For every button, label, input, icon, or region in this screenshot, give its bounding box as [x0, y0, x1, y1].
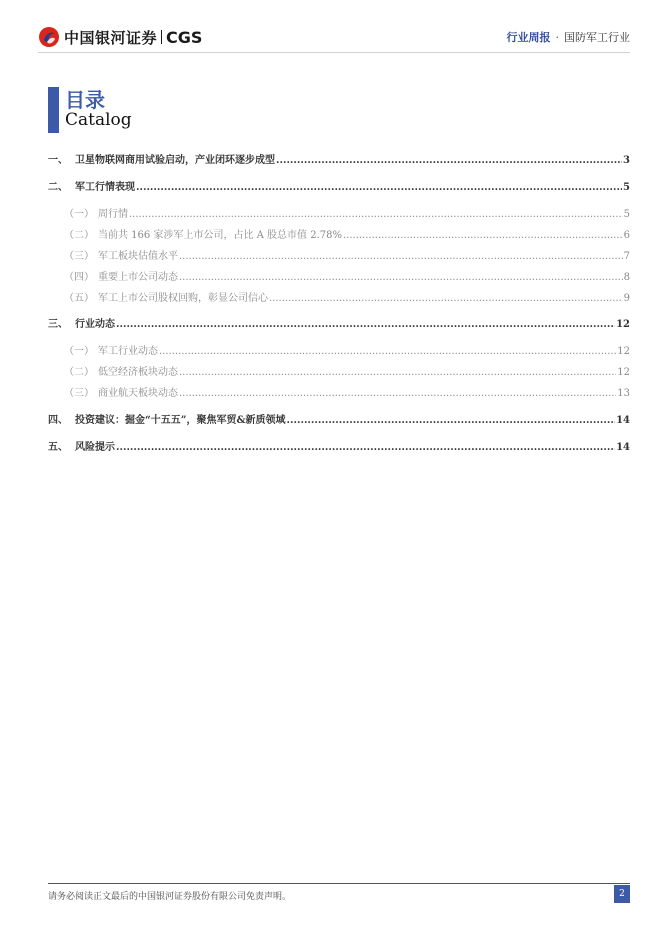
toc-subentry[interactable] — [48, 342, 630, 357]
toc-entry-number: （二） — [64, 367, 94, 378]
toc-subentry[interactable] — [48, 268, 630, 283]
logo-text: 中国银河证券 — [64, 28, 158, 47]
toc-entry-title: 当前共 166 家涉军上市公司，占比 A 股总市值 2.78% — [98, 230, 342, 241]
toc-entry-page: 12 — [617, 346, 630, 357]
toc-subentry[interactable] — [48, 226, 630, 241]
toc-leader-dots — [136, 182, 622, 193]
toc-subentry[interactable] — [48, 363, 630, 378]
toc-entry-page: 14 — [616, 442, 630, 453]
catalog-title-cn: 目录 — [65, 88, 105, 112]
toc-entry-number: （三） — [64, 388, 94, 399]
toc-entry-title: 重要上市公司动态 — [98, 272, 178, 283]
page-number: 2 — [614, 885, 630, 903]
page-header — [0, 0, 662, 60]
toc-entry-page: 7 — [623, 251, 630, 262]
toc-entry-page: 3 — [623, 155, 630, 166]
toc-entry-page: 12 — [617, 367, 630, 378]
toc-entry-title: 商业航天板块动态 — [98, 388, 178, 399]
toc-entry[interactable] — [48, 151, 630, 166]
toc-leader-dots — [343, 230, 623, 241]
toc-entry[interactable] — [48, 411, 630, 426]
toc-entry[interactable] — [48, 178, 630, 193]
toc-entry-title: 风险提示 — [75, 442, 115, 453]
toc-entry-number: 五、 — [48, 442, 68, 453]
toc-leader-dots — [179, 272, 623, 283]
toc-entry-title: 军工上市公司股权回购，彰显公司信心 — [98, 293, 268, 304]
toc-entry-page: 9 — [623, 293, 630, 304]
toc-entry-page: 14 — [616, 415, 630, 426]
toc-subentry[interactable] — [48, 289, 630, 304]
toc-leader-dots — [129, 209, 623, 220]
header-divider — [38, 52, 630, 53]
toc-entry[interactable] — [48, 438, 630, 453]
toc-leader-dots — [116, 442, 615, 453]
toc-entry-page: 6 — [623, 230, 630, 241]
catalog-title-en: Catalog — [65, 110, 132, 130]
toc-entry-title: 周行情 — [98, 209, 128, 220]
toc-entry-number: 三、 — [48, 319, 68, 330]
industry-name: 国防军工行业 — [564, 31, 630, 44]
toc-entry-page: 8 — [623, 272, 630, 283]
toc-leader-dots — [179, 367, 616, 378]
toc-entry[interactable] — [48, 315, 630, 330]
title-accent-bar — [48, 87, 59, 133]
toc-entry-page: 5 — [623, 182, 630, 193]
toc-subentry[interactable] — [48, 205, 630, 220]
cgs-logo-icon — [38, 26, 60, 48]
company-logo — [38, 26, 202, 48]
toc-entry-page: 12 — [616, 319, 630, 330]
toc-subentry[interactable] — [48, 247, 630, 262]
logo-brand: CGS — [166, 27, 203, 47]
toc-leader-dots — [269, 293, 623, 304]
toc-entry-number: （五） — [64, 293, 94, 304]
toc-leader-dots — [179, 251, 623, 262]
toc-entry-title: 军工行业动态 — [98, 346, 158, 357]
toc-leader-dots — [159, 346, 616, 357]
footer-divider — [48, 883, 630, 884]
toc-subentry[interactable] — [48, 384, 630, 399]
toc-entry-number: 一、 — [48, 155, 68, 166]
toc-entry-number: （一） — [64, 346, 94, 357]
toc-entry-title: 军工板块估值水平 — [98, 251, 178, 262]
toc-entry-title: 低空经济板块动态 — [98, 367, 178, 378]
header-report-info — [507, 29, 631, 45]
toc-entry-number: （三） — [64, 251, 94, 262]
toc-entry-number: 二、 — [48, 182, 68, 193]
toc-entry-title: 卫星物联网商用试验启动，产业闭环逐步成型 — [75, 155, 275, 166]
toc-entry-page: 13 — [617, 388, 630, 399]
toc-entry-page: 5 — [623, 209, 630, 220]
logo-separator — [161, 30, 162, 44]
toc-entry-number: （二） — [64, 230, 94, 241]
toc-entry-number: （四） — [64, 272, 94, 283]
toc-entry-title: 行业动态 — [75, 319, 115, 330]
toc-entry-number: 四、 — [48, 415, 68, 426]
toc-entry-title: 军工行情表现 — [75, 182, 135, 193]
toc-entry-title: 投资建议：掘金“十五五”，聚焦军贸&新质领域 — [75, 415, 286, 426]
toc-entry-number: （一） — [64, 209, 94, 220]
footer-disclaimer: 请务必阅读正文最后的中国银河证券股份有限公司免责声明。 — [48, 892, 292, 902]
toc-leader-dots — [287, 415, 616, 426]
toc-leader-dots — [276, 155, 622, 166]
header-separator: · — [555, 31, 559, 44]
toc-leader-dots — [179, 388, 616, 399]
toc-leader-dots — [116, 319, 615, 330]
report-type: 行业周报 — [506, 31, 551, 44]
